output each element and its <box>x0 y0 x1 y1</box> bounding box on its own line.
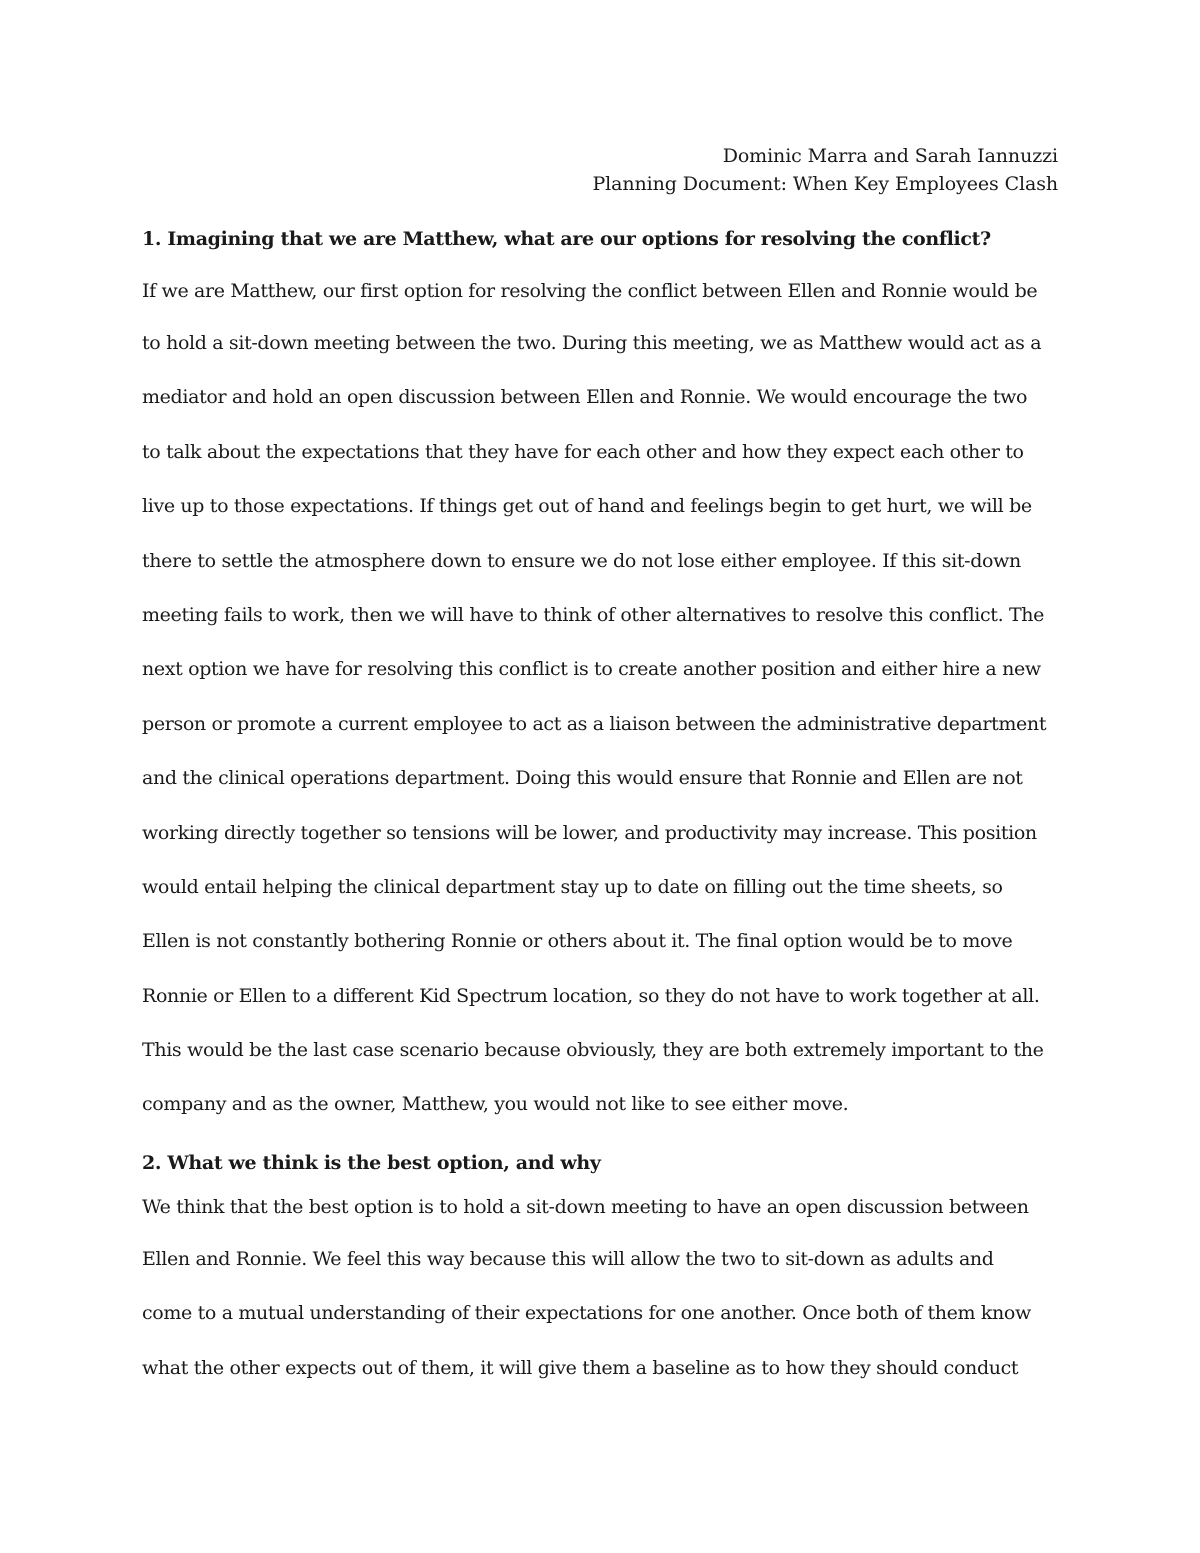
section-1-heading: 1. Imagining that we are Matthew, what are our options for resolving the conflict? <box>142 228 991 250</box>
paragraph-line: Ellen is not constantly bothering Ronnie or others about it. The final option would be to move <box>142 930 1013 953</box>
paragraph-line: Ellen and Ronnie. We feel this way because this will allow the two to sit-down as adults and <box>142 1247 994 1270</box>
paragraph-line: what the other expects out of them, it will give them a baseline as to how they should conduct <box>142 1356 1019 1379</box>
paragraph-line: there to settle the atmosphere down to ensure we do not lose either employee. If this sit-down <box>142 549 1021 572</box>
paragraph-line: next option we have for resolving this conflict is to create another position and either hire a new <box>142 658 1041 681</box>
document-body <box>142 220 1060 1395</box>
section-2-heading: 2. What we think is the best option, and why <box>142 1151 601 1174</box>
paragraph-line: live up to those expectations. If things get out of hand and feelings begin to get hurt, we will be <box>142 495 1032 518</box>
document-title: Planning Document: When Key Employees Clash <box>592 173 1058 195</box>
author-names: Dominic Marra and Sarah Iannuzzi <box>722 145 1058 167</box>
paragraph-line: company and as the owner, Matthew, you would not like to see either move. <box>142 1093 849 1116</box>
paragraph-line: come to a mutual understanding of their expectations for one another. Once both of them know <box>142 1302 1031 1325</box>
paragraph-line: and the clinical operations department. Doing this would ensure that Ronnie and Ellen are not <box>142 767 1023 790</box>
paragraph-line: Ronnie or Ellen to a different Kid Spectrum location, so they do not have to work together at all. <box>142 984 1040 1007</box>
paragraph-line: If we are Matthew, our first option for resolving the conflict between Ellen and Ronnie would be <box>142 280 1038 302</box>
document-header <box>593 142 1059 198</box>
section-2-paragraph <box>142 1182 1060 1395</box>
paragraph-line: mediator and hold an open discussion between Ellen and Ronnie. We would encourage the two <box>142 386 1028 409</box>
paragraph-line: meeting fails to work, then we will have to think of other alternatives to resolve this conflict. The <box>142 603 1045 626</box>
paragraph-line: would entail helping the clinical department stay up to date on filling out the time sheets, so <box>142 875 1003 898</box>
paragraph-line: to talk about the expectations that they have for each other and how they expect each other to <box>142 440 1024 463</box>
paragraph-line: person or promote a current employee to act as a liaison between the administrative department <box>142 712 1047 735</box>
paragraph-line: working directly together so tensions will be lower, and productivity may increase. This position <box>142 821 1037 844</box>
paragraph-line: to hold a sit-down meeting between the two. During this meeting, we as Matthew would act as a <box>142 332 1042 354</box>
paragraph-line: This would be the last case scenario because obviously, they are both extremely important to the <box>142 1039 1044 1062</box>
paragraph-line: We think that the best option is to hold a sit-down meeting to have an open discussion between <box>142 1195 1029 1218</box>
section-1-paragraph <box>142 266 1060 1132</box>
